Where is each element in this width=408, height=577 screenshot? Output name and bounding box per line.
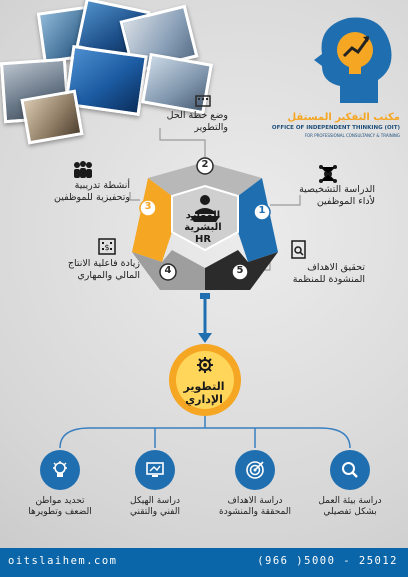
step-4-label: [30, 258, 140, 282]
film-strip-icon: [195, 94, 211, 108]
gear-head-icon: [196, 356, 214, 374]
hr-title-english: HR: [194, 234, 212, 245]
step-2-label: [148, 110, 228, 134]
step-4-line2: المالي والمهاري: [77, 270, 140, 281]
outcome-2-line1: دراسة الاهداف: [227, 496, 283, 506]
step-2-line1: وضع خطة الحل: [166, 110, 228, 121]
magnifier-icon: [340, 460, 360, 480]
development-line1: التطوير: [183, 380, 225, 393]
outcome-3-line2: الفني والتقني: [130, 507, 180, 517]
outcome-4-label: [15, 496, 105, 518]
outcome-3-line1: دراسة الهيكل: [130, 496, 180, 506]
step-5-label: [265, 262, 365, 286]
structure-monitor-icon: [145, 460, 165, 480]
footer-phone[interactable]: (966 )5000 - 25012: [257, 555, 398, 567]
step-3-line1: أنشطة تدريبية: [74, 180, 130, 191]
lightbulb-gear-icon: [50, 460, 70, 480]
outcome-2-label: [210, 496, 300, 518]
step-3-line2: وتحفيزية للموظفين: [54, 192, 130, 203]
development-title: [172, 380, 236, 406]
step-4-number: 4: [164, 265, 172, 276]
outcome-1-line2: بشكل تفصيلي: [323, 507, 377, 517]
logo-english-name: OFFICE OF INDEPENDENT THINKING (OIT): [271, 125, 400, 131]
step-2-line2: والتطوير: [194, 122, 228, 133]
target-icon: [245, 460, 265, 480]
hr-title-arabic: الموارد البشرية: [184, 210, 222, 233]
step-3-label: [30, 180, 130, 204]
bank-money-icon: [98, 236, 116, 256]
step-5-line1: تحقيق الاهداف: [307, 262, 365, 273]
step-5-number: 5: [236, 265, 244, 276]
footer-website[interactable]: oitslaihem.com: [8, 555, 118, 567]
outcome-2-line2: المحققة والمنشودة: [219, 507, 291, 517]
step-1-line2: لأداء الموظفين: [316, 196, 375, 207]
development-line2: الإداري: [185, 393, 223, 406]
step-1-number: 1: [258, 205, 266, 216]
step-1-label: [285, 184, 375, 208]
outcome-4-line1: تحديد مواطن: [35, 496, 85, 506]
team-icon: [72, 160, 94, 180]
outcome-1-line1: دراسة بيئة العمل: [318, 496, 382, 506]
svg-text:$: $: [104, 243, 110, 252]
logo-tagline: FOR PROFESSIONAL CONSULTANCY & TRAINING: [304, 133, 400, 138]
outcome-1-label: [305, 496, 395, 518]
org-chart-icon: [318, 164, 338, 184]
logo-arabic-name: مكتب التفكير المستقل: [287, 112, 400, 123]
step-5-line2: المنشودة للمنظمة: [292, 274, 365, 285]
step-4-line1: زيادة فاعلية الانتاج: [67, 258, 140, 269]
document-search-icon: [290, 240, 308, 260]
outcome-4-line2: الضعف وتطويرها: [28, 507, 92, 517]
step-3-number: 3: [144, 201, 152, 212]
step-1-line1: الدراسة التشخيصية: [299, 184, 375, 195]
step-2-number: 2: [201, 159, 209, 170]
outcome-3-label: [110, 496, 200, 518]
hr-center-title: [168, 210, 238, 246]
